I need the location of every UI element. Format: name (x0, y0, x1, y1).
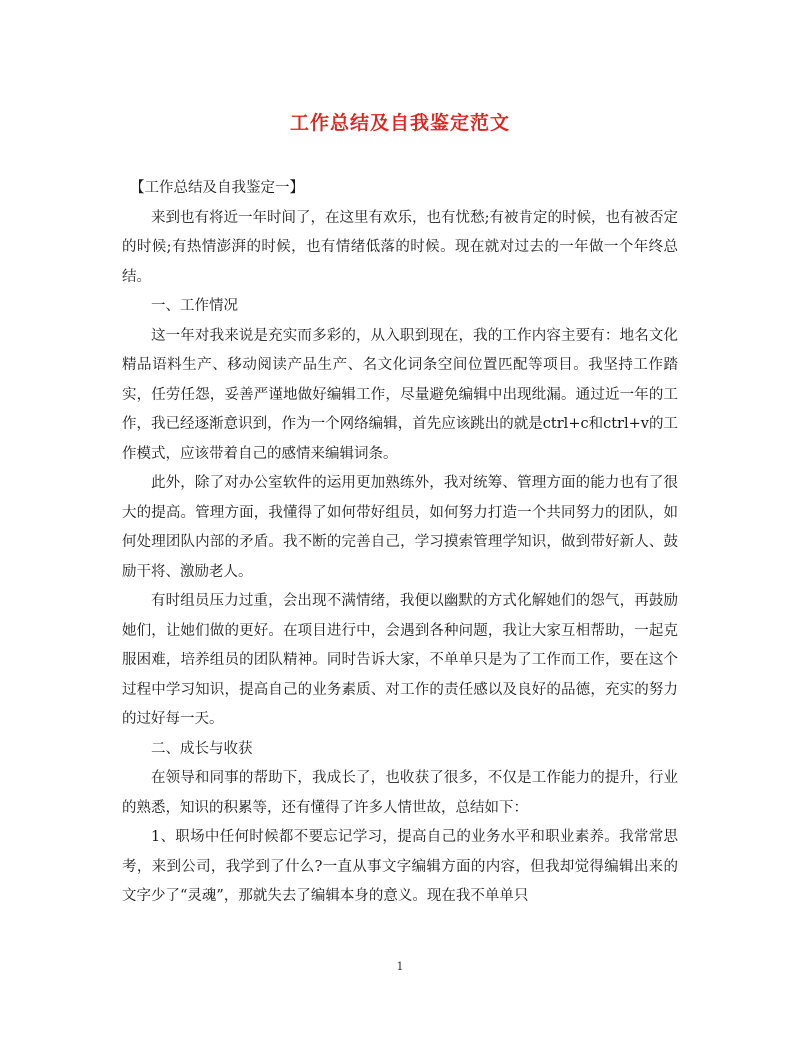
paragraph-growth-summary: 在领导和同事的帮助下，我成长了，也收获了很多，不仅是工作能力的提升，行业的熟悉，知识的积累等，还有懂得了许多人情世故，总结如下： (122, 770, 678, 816)
paragraph-learning: 1、职场中任何时候都不要忘记学习，提高自己的业务水平和职业素养。我常常思考，来到公司，我学到了什么?一直从事文字编辑方面的内容，但我却觉得编辑出来的文字少了“灵魂”，那就失去了编辑本身的意义。现在我不单单只 (122, 829, 678, 904)
paragraph-intro: 来到也有将近一年时间了，在这里有欢乐，也有忧愁;有被肯定的时候，也有被否定的时候;有热情澎湃的时候，也有情绪低落的时候。现在就对过去的一年做一个年终总结。 (122, 209, 678, 285)
paragraph-management: 此外，除了对办公室软件的运用更加熟练外，我对统筹、管理方面的能力也有了很大的提高。管理方面，我懂得了如何带好组员，如何努力打造一个共同努力的团队，如何处理团队内部的矛盾。我不断的完善自己，学习摸索管理学知识，做到带好新人、鼓励干将、激励老人。 (122, 475, 678, 580)
paragraph-work-content: 这一年对我来说是充实而多彩的，从入职到现在，我的工作内容主要有：地名文化精品语料生产、移动阅读产品生产、名文化词条空间位置匹配等项目。我坚持工作踏实，任劳任怨，妥善严谨地做好编辑工作，尽量避免编辑中出现纰漏。通过近一年的工作，我已经逐渐意识到，作为一个网络编辑，首先应该跳出的就是ctrl+c和ctrl+v的工作模式，应该带着自己的感情来编辑词条。 (122, 327, 678, 462)
page-number: 1 (396, 960, 404, 973)
heading-growth: 二、成长与收获 (151, 740, 253, 757)
document-body (122, 174, 678, 912)
document-title: 工作总结及自我鉴定范文 (289, 112, 510, 134)
heading-work-status: 一、工作情况 (151, 298, 238, 314)
paragraph-team: 有时组员压力过重，会出现不满情绪，我便以幽默的方式化解她们的怨气，再鼓励她们，让她们做的更好。在项目进行中，会遇到各种问题，我让大家互相帮助，一起克服困难，培养组员的团队精神。同时告诉大家，不单单只是为了工作而工作，要在这个过程中学习知识，提高自己的业务素质、对工作的责任感以及良好的品德，充实的努力的过好每一天。 (122, 593, 678, 727)
section-label: 【工作总结及自我鉴定一】 (130, 180, 304, 196)
